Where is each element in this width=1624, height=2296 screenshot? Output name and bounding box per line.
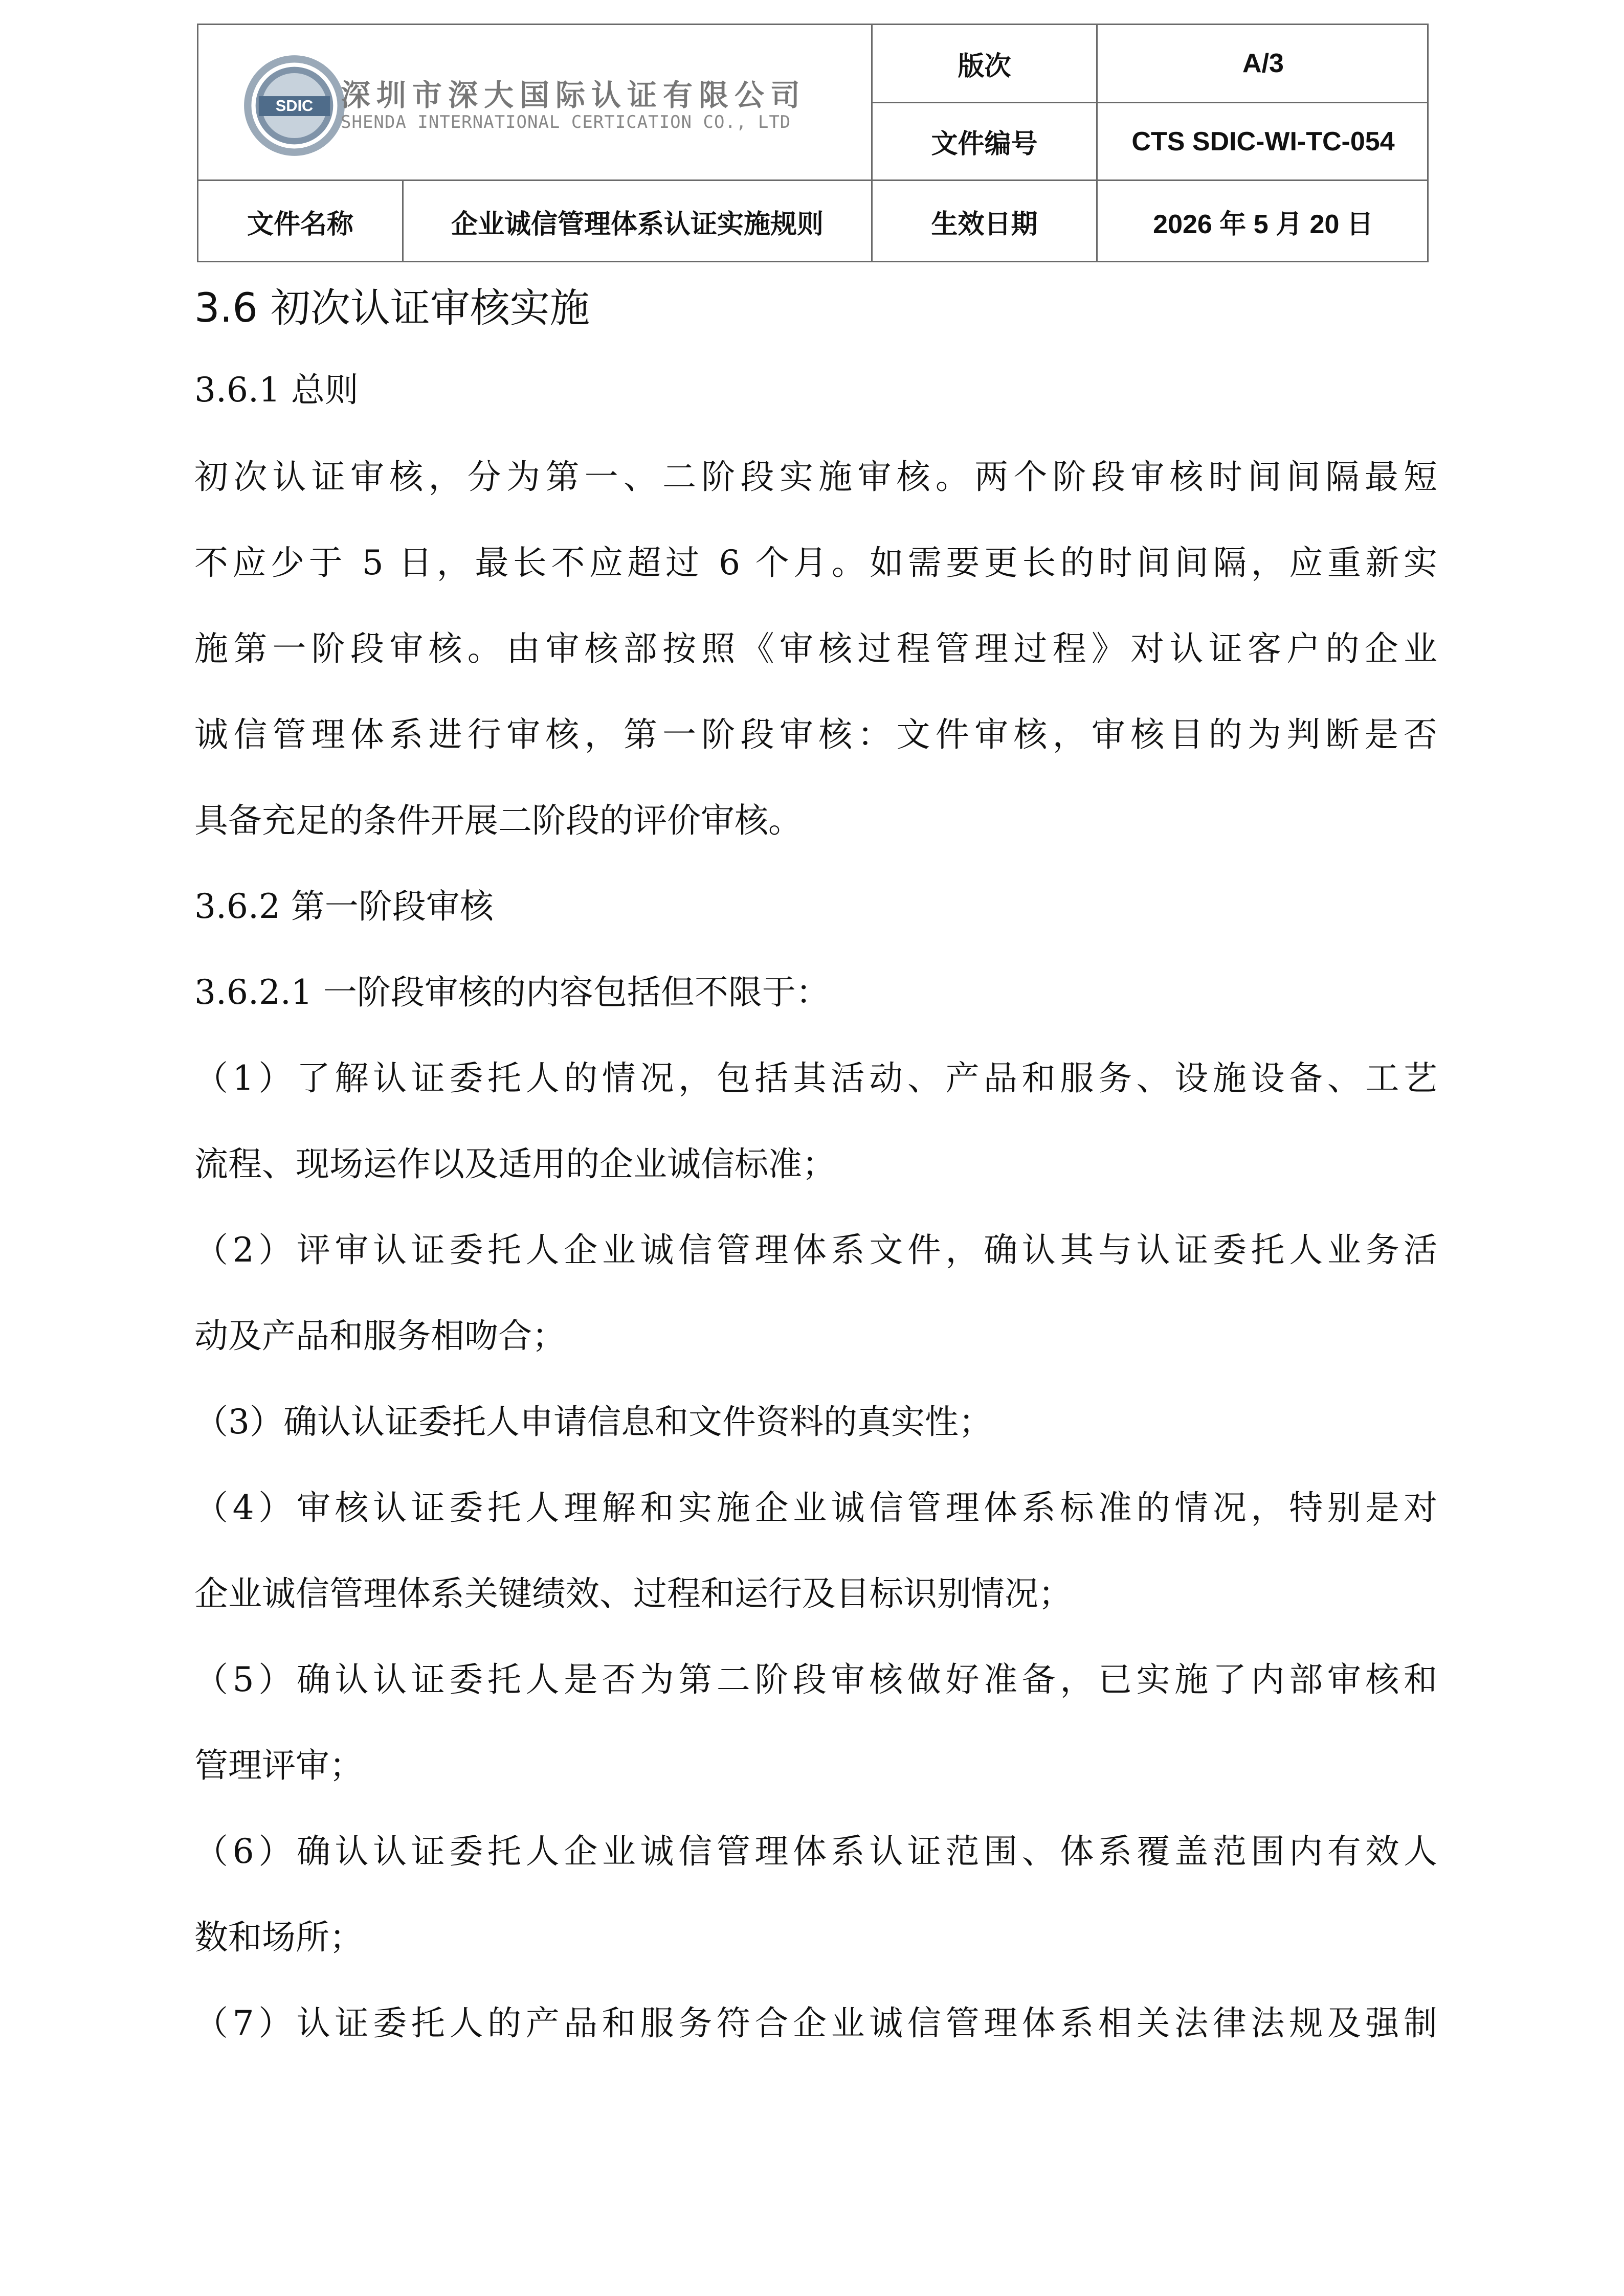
company-name-en: SHENDA INTERNATIONAL CERTICATION CO., LTD [341,112,791,132]
doc-no-label: 文件编号 [931,129,1038,159]
doc-name-label: 文件名称 [247,210,353,239]
list-item-line: （3）确认认证委托人申请信息和文件资料的真实性； [194,1402,992,1442]
list-item-line: （7）认证委托人的产品和服务符合企业诚信管理体系相关法律法规及强制 [194,2004,1437,2043]
paragraph-line: 诚信管理体系进行审核，第一阶段审核：文件审核，审核目的为判断是否 [194,715,1437,754]
logo-text: SDIC [275,96,314,115]
list-item-line: 企业诚信管理体系关键绩效、过程和运行及目标识别情况； [194,1574,1072,1613]
list-item-line: 数和场所； [194,1918,363,1957]
list-item-line: （2）评审认证委托人企业诚信管理体系文件，确认其与认证委托人业务活 [194,1230,1437,1270]
clause-heading: 3.6.2.1 一阶段审核的内容包括但不限于： [194,973,830,1012]
list-item-line: 动及产品和服务相吻合； [194,1316,566,1356]
version-label: 版次 [958,51,1011,81]
list-item-line: 管理评审； [194,1746,363,1785]
paragraph-line: 施第一阶段审核。由审核部按照《审核过程管理过程》对认证客户的企业 [194,629,1437,668]
list-item-line: 流程、现场运作以及适用的企业诚信标准； [194,1144,836,1184]
paragraph-line: 初次认证审核，分为第一、二阶段实施审核。两个阶段审核时间间隔最短 [194,457,1437,497]
company-logo-icon [242,53,347,158]
effective-date-label: 生效日期 [931,210,1038,239]
subsection-heading: 3.6.1 总则 [194,370,359,410]
list-item-line: （5）确认认证委托人是否为第二阶段审核做好准备，已实施了内部审核和 [194,1660,1437,1699]
company-name-cn: 深圳市深大国际认证有限公司 [341,78,807,112]
section-title: 3.6 初次认证审核实施 [194,285,590,331]
doc-name-value: 企业诚信管理体系认证实施规则 [451,210,824,239]
doc-no-value: CTS SDIC-WI-TC-054 [1131,126,1395,156]
version-value: A/3 [1242,49,1284,78]
effective-date-value: 2026 年 5 月 20 日 [1153,210,1373,239]
list-item-line: （1）了解认证委托人的情况，包括其活动、产品和服务、设施设备、工艺 [194,1059,1437,1098]
document-header-table [197,24,1429,262]
subsection-heading: 3.6.2 第一阶段审核 [194,887,494,926]
paragraph-line: 不应少于 5 日，最长不应超过 6 个月。如需要更长的时间间隔，应重新实 [194,543,1437,582]
list-item-line: （4）审核认证委托人理解和实施企业诚信管理体系标准的情况，特别是对 [194,1488,1437,1527]
paragraph-line: 具备充足的条件开展二阶段的评价审核。 [194,801,802,840]
list-item-line: （6）确认认证委托人企业诚信管理体系认证范围、体系覆盖范围内有效人 [194,1832,1437,1871]
